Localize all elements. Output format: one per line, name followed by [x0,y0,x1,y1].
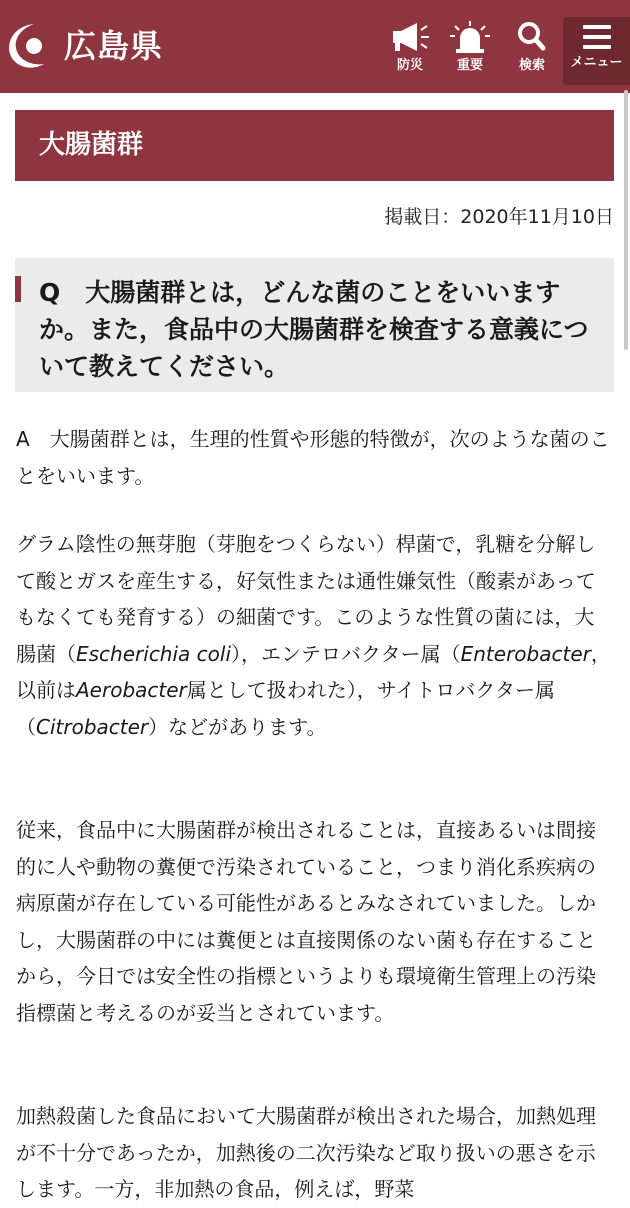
question-accent-bar [15,276,21,302]
answer-paragraph-4: 加熱殺菌した食品において大腸菌群が検出された場合，加熱処理が不十分であったか，加熱後の二次汚染など取り扱いの悪さを示します。一方，非加熱の食品，例えば，野菜 [16,1104,596,1201]
megaphone-icon [387,20,433,54]
genus-name: Enterobacter [460,641,591,666]
hiroshima-logo-icon[interactable] [4,20,52,72]
text-segment: 属として扱われた），サイトロバクター属（ [16,678,555,739]
important-button[interactable] [442,18,498,80]
important-label: 重要 [456,58,483,73]
text-segment: グラム陰性の無芽胞（芽胞をつくらない）桿菌で，乳糖を分解して酸とガスを産生する，好気性または通性嫌気性（酸素があってもなくても発育する）の細菌です。このような性質の菌には，大腸菌（ [16,532,596,666]
menu-label: メニュー [570,55,623,70]
search-icon [509,20,555,54]
menu-button[interactable] [563,17,630,85]
posted-date: 掲載日：2020年11月10日 [384,206,614,228]
genus-name: Citrobacter [36,714,149,739]
site-header [0,0,630,93]
answer-paragraph-3: 従来，食品中に大腸菌群が検出されることは，直接あるいは間接的に人や動物の糞便で汚染されていること，つまり消化系疾病の病原菌が存在している可能性があるとみなされていました。しかし，大腸菌群の中には糞便とは直接関係のない菌も存在することから，今日では安全性の指標というよりも環境衛生管理上の汚染指標菌と考えるのが妥当とされています。 [16,818,596,1025]
text-segment: ），エンテロバクター属（ [231,641,461,666]
species-name: Escherichia coli [76,641,231,666]
question-text: Q 大腸菌群とは，どんな菌のことをいいますか。また，食品中の大腸菌群を検査する意義について教えてください。 [39,278,589,381]
text-segment: ，以前は [16,641,611,702]
disaster-button[interactable] [382,18,438,80]
site-name[interactable]: 広島県 [64,27,164,65]
search-button[interactable] [504,18,560,80]
scrollbar-thumb[interactable] [624,90,628,350]
alert-light-icon [447,20,493,54]
answer-paragraph-2 [16,526,614,745]
disaster-label: 防災 [396,58,423,73]
search-label: 検索 [518,58,545,73]
text-segment: ）などがあります。 [148,714,327,739]
genus-name: Aerobacter [76,678,187,702]
answer-paragraph-1: A 大腸菌群とは，生理的性質や形態的特徴が，次のような菌のことをいいます。 [16,427,610,488]
hamburger-menu-icon [582,23,612,51]
page-title: 大腸菌群 [15,110,614,181]
question-box [15,258,614,392]
